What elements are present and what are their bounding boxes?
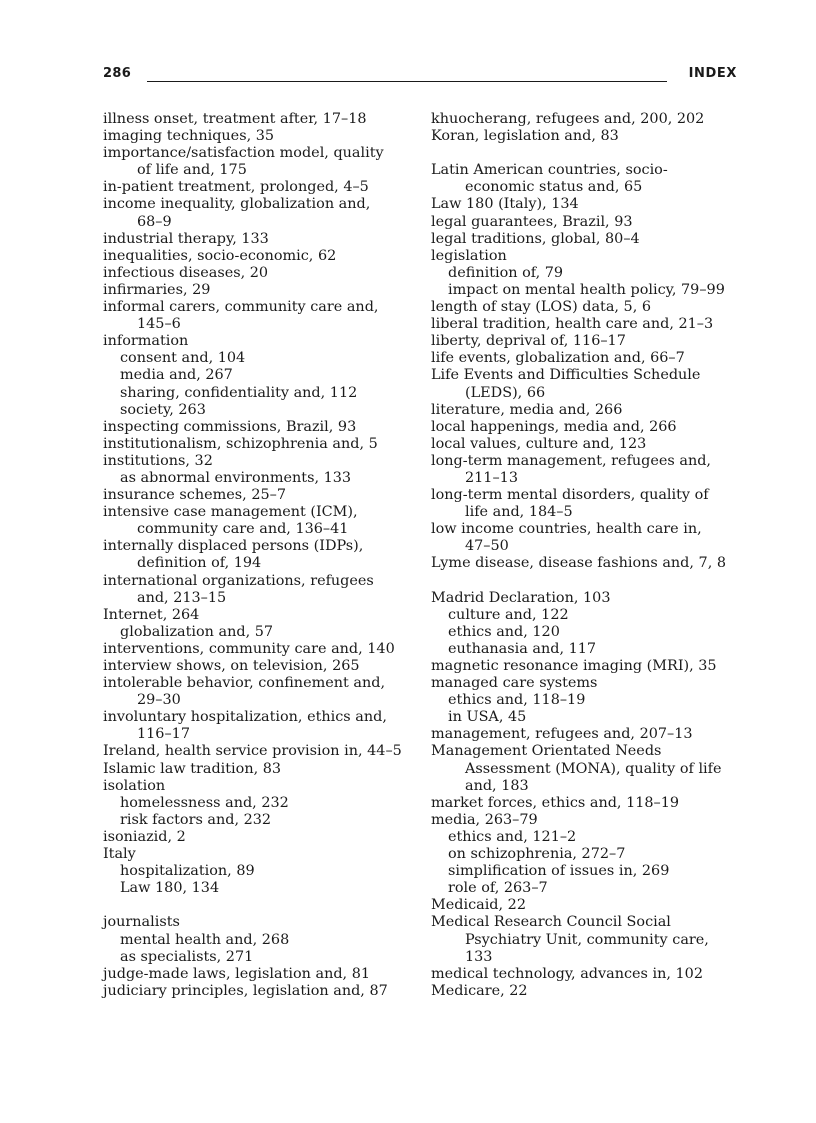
index-subentry: risk factors and, 232 <box>120 811 272 828</box>
index-entry: magnetic resonance imaging (MRI), 35 <box>431 658 717 674</box>
index-entry-continuation: 145–6 <box>137 316 181 333</box>
index-entry: judiciary principles, legislation and, 87 <box>103 982 388 999</box>
index-entry: judge-made laws, legislation and, 81 <box>103 965 371 982</box>
page-number: 286 <box>103 66 132 81</box>
index-entry-continuation: 116–17 <box>137 726 190 743</box>
index-entry: life events, globalization and, 66–7 <box>431 350 685 367</box>
index-entry: inequalities, socio-economic, 62 <box>103 247 337 264</box>
index-subentry: Law 180, 134 <box>120 880 220 897</box>
index-entry: in-patient treatment, prolonged, 4–5 <box>103 179 369 196</box>
index-entry: media, 263–79 <box>431 811 538 828</box>
index-entry: legal guarantees, Brazil, 93 <box>431 213 633 230</box>
index-entry-continuation: 29–30 <box>137 692 181 709</box>
index-entry: institutionalism, schizophrenia and, 5 <box>103 435 378 452</box>
index-entry: market forces, ethics and, 118–19 <box>431 794 680 811</box>
index-entry: infectious diseases, 20 <box>103 264 269 281</box>
index-entry-continuation: 211–13 <box>465 469 518 486</box>
index-entry: Madrid Declaration, 103 <box>431 589 611 606</box>
index-entry-continuation: economic status and, 65 <box>465 179 643 196</box>
index-entry: legislation <box>431 247 507 264</box>
index-entry-continuation: definition of, 194 <box>137 555 262 572</box>
index-entry: institutions, 32 <box>103 452 213 469</box>
index-entry: Koran, legislation and, 83 <box>431 128 619 145</box>
index-subentry: euthanasia and, 117 <box>448 640 597 657</box>
index-entry-continuation: life and, 184–5 <box>465 504 573 521</box>
index-entry-continuation: Psychiatry Unit, community care, <box>465 931 709 948</box>
index-entry: Medicare, 22 <box>431 982 528 999</box>
index-entry: journalists <box>103 914 180 931</box>
index-letter-gap <box>103 897 419 914</box>
index-entry-continuation: (LEDS), 66 <box>465 384 546 401</box>
index-entry: industrial therapy, 133 <box>103 230 269 247</box>
index-entry-continuation: of life and, 175 <box>137 162 247 179</box>
index-entry: illness onset, treatment after, 17–18 <box>103 111 367 127</box>
index-entry: legal traditions, global, 80–4 <box>431 230 640 247</box>
index-entry: isolation <box>103 777 166 794</box>
index-entry: Internet, 264 <box>103 606 200 623</box>
index-entry: infirmaries, 29 <box>103 281 211 298</box>
index-subentry: sharing, confidentiality and, 112 <box>120 384 358 401</box>
index-entry-continuation: 68–9 <box>137 213 172 230</box>
index-subentry: ethics and, 118–19 <box>448 692 586 709</box>
index-entry: inspecting commissions, Brazil, 93 <box>103 418 357 435</box>
index-entry-continuation: community care and, 136–41 <box>137 521 349 538</box>
index-entry: involuntary hospitalization, ethics and, <box>103 709 387 726</box>
index-column-left <box>103 111 419 1000</box>
index-subentry: as specialists, 271 <box>120 948 254 965</box>
index-entry: informal carers, community care and, <box>103 299 379 316</box>
index-letter-gap <box>431 145 751 162</box>
index-subentry: society, 263 <box>120 401 206 418</box>
index-entry: interview shows, on television, 265 <box>103 658 360 674</box>
index-entry: medical technology, advances in, 102 <box>431 965 703 982</box>
index-entry: Management Orientated Needs <box>431 743 662 760</box>
header-rule <box>147 81 667 82</box>
index-entry: Life Events and Difficulties Schedule <box>431 367 701 384</box>
index-subentry: ethics and, 121–2 <box>448 828 577 845</box>
index-entry: managed care systems <box>431 675 598 692</box>
index-subentry: ethics and, 120 <box>448 623 560 640</box>
index-entry: insurance schemes, 25–7 <box>103 487 286 504</box>
index-entry: Latin American countries, socio- <box>431 162 668 179</box>
index-entry: interventions, community care and, 140 <box>103 640 395 657</box>
index-entry: Italy <box>103 846 136 863</box>
index-entry: intolerable behavior, confinement and, <box>103 675 386 692</box>
index-entry-continuation: 47–50 <box>465 538 509 555</box>
index-entry: length of stay (LOS) data, 5, 6 <box>431 299 652 316</box>
index-entry: isoniazid, 2 <box>103 828 186 845</box>
index-subentry: simplification of issues in, 269 <box>448 863 670 880</box>
index-entry: Medical Research Council Social <box>431 914 671 931</box>
index-entry-continuation: and, 213–15 <box>137 589 227 606</box>
index-subentry: media and, 267 <box>120 367 233 384</box>
index-entry: intensive case management (ICM), <box>103 504 358 521</box>
index-subentry: homelessness and, 232 <box>120 794 289 811</box>
index-subentry: definition of, 79 <box>448 264 564 281</box>
index-subentry: hospitalization, 89 <box>120 863 255 880</box>
index-entry-continuation: Assessment (MONA), quality of life <box>465 760 722 777</box>
index-entry: literature, media and, 266 <box>431 401 623 418</box>
index-subentry: impact on mental health policy, 79–99 <box>448 281 725 298</box>
index-entry: long-term mental disorders, quality of <box>431 487 709 504</box>
index-entry: liberal tradition, health care and, 21–3 <box>431 316 714 333</box>
index-entry: information <box>103 333 189 350</box>
index-subentry: consent and, 104 <box>120 350 246 367</box>
index-entry: local values, culture and, 123 <box>431 435 647 452</box>
index-subentry: as abnormal environments, 133 <box>120 469 352 486</box>
index-entry: imaging techniques, 35 <box>103 128 275 145</box>
index-subentry: on schizophrenia, 272–7 <box>448 846 626 863</box>
index-entry: income inequality, globalization and, <box>103 196 371 213</box>
index-entry: internally displaced persons (IDPs), <box>103 538 364 555</box>
index-subentry: culture and, 122 <box>448 606 569 623</box>
index-entry: liberty, deprival of, 116–17 <box>431 333 626 350</box>
index-entry: Islamic law tradition, 83 <box>103 760 282 777</box>
index-entry: long-term management, refugees and, <box>431 452 711 469</box>
index-entry-continuation: and, 183 <box>465 777 529 794</box>
index-subentry: globalization and, 57 <box>120 623 274 640</box>
index-entry-continuation: 133 <box>465 948 493 965</box>
section-title: INDEX <box>688 66 737 81</box>
index-entry: Lyme disease, disease fashions and, 7, 8 <box>431 555 727 572</box>
index-subentry: role of, 263–7 <box>448 880 548 897</box>
index-entry: management, refugees and, 207–13 <box>431 726 693 743</box>
index-entry: low income countries, health care in, <box>431 521 702 538</box>
index-entry: Law 180 (Italy), 134 <box>431 196 579 213</box>
index-subentry: mental health and, 268 <box>120 931 290 948</box>
index-subentry: in USA, 45 <box>448 709 527 726</box>
index-entry: Medicaid, 22 <box>431 897 526 914</box>
running-header <box>103 66 737 86</box>
index-entry: international organizations, refugees <box>103 572 374 589</box>
index-entry: Ireland, health service provision in, 44–5 <box>103 743 402 760</box>
index-entry: khuocherang, refugees and, 200, 202 <box>431 111 705 127</box>
index-entry: local happenings, media and, 266 <box>431 418 677 435</box>
index-column-right <box>431 111 751 1000</box>
index-entry: importance/satisfaction model, quality <box>103 145 384 162</box>
index-letter-gap <box>431 573 751 590</box>
